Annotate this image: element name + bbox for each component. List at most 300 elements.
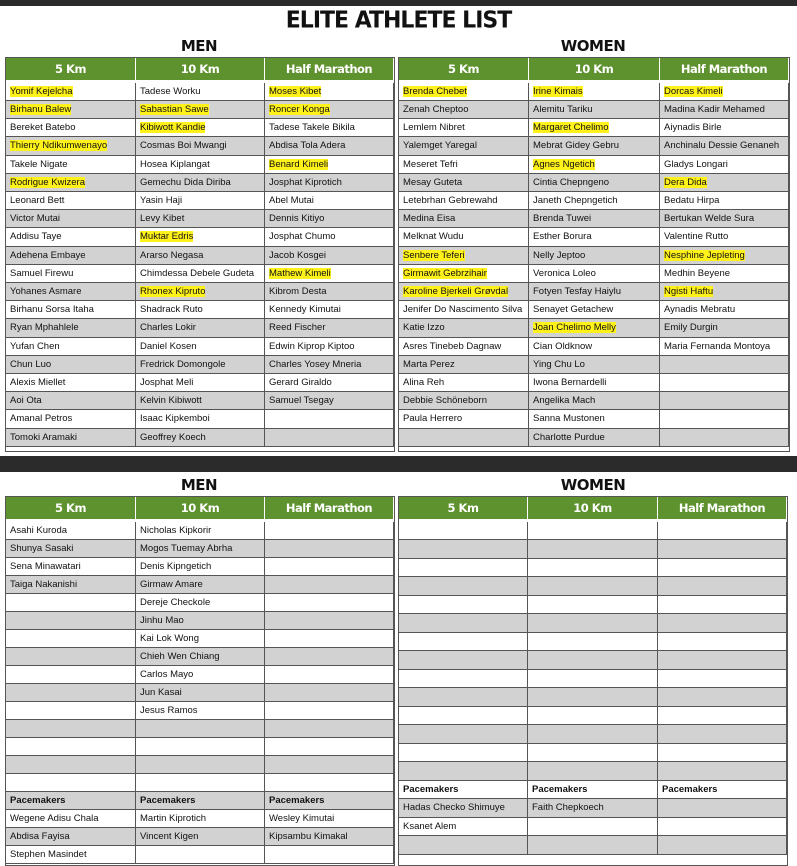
athlete-name [528,707,658,726]
athlete-name [6,283,136,301]
column-header: Half Marathon [265,497,394,519]
athlete-name [399,614,528,633]
athlete-name [136,410,265,428]
athlete-name [136,702,265,720]
athlete-name [529,265,660,283]
athlete-name [136,228,265,246]
table-row [6,356,394,374]
athlete-name [528,762,658,781]
column-header: 5 Km [399,497,528,519]
table-row [6,83,394,101]
athlete-name [660,137,789,155]
athlete-name [265,210,394,228]
athlete-text: Takele Nigate [10,158,68,170]
athlete-name [660,283,789,301]
athlete-name [265,738,394,756]
athlete-name [265,319,394,337]
athlete-name [136,119,265,137]
athlete-name [399,265,529,283]
athlete-text: Carlos Mayo [140,669,194,680]
table-row [6,846,394,864]
highlighted-athlete: Dorcas Kimeli [664,86,723,97]
athlete-text: Chun Luo [10,358,52,370]
athlete-name [658,651,787,670]
athlete-name [528,836,658,855]
athlete-text: Aoi Ota [10,395,42,407]
table-row [6,540,394,558]
top-men-table [5,57,395,452]
athlete-name [399,540,528,559]
athlete-name [6,594,136,612]
athlete-text: Alemitu Tariku [533,104,593,116]
athlete-name [658,744,787,763]
table-row [399,101,789,119]
highlighted-athlete: Rhonex Kipruto [140,286,206,298]
athlete-name [6,429,136,447]
athlete-text: Isaac Kipkemboi [140,413,210,425]
athlete-name [528,559,658,578]
athlete-name [6,174,136,192]
athlete-name [6,319,136,337]
highlighted-athlete: Ngisti Haftu [664,286,714,298]
athlete-text: Fotyen Tesfay Haiylu [533,286,622,298]
table-row [399,83,789,101]
athlete-name [136,612,265,630]
table-row [6,612,394,630]
athlete-name [265,522,394,540]
table-row [6,702,394,720]
athlete-name [6,540,136,558]
athlete-name [136,720,265,738]
athlete-text: Ryan Mphahlele [10,322,79,334]
athlete-name [6,228,136,246]
athlete-name [399,301,529,319]
athlete-text: Kai Lok Wong [140,633,199,644]
athlete-text: Charles Lokir [140,322,196,334]
table-row [399,818,787,837]
athlete-name [6,684,136,702]
athlete-name [6,828,136,846]
athlete-name [265,101,394,119]
athlete-text: Abdisa Fayisa [10,831,70,842]
athlete-text: Nicholas Kipkorir [140,525,212,536]
athlete-text: Nelly Jeptoo [533,249,586,261]
athlete-name [136,684,265,702]
table-row [399,410,789,428]
athlete-text: Kipsambu Kimakal [269,831,348,842]
athlete-text: Wegene Adisu Chala [10,813,99,824]
table-row [6,247,394,265]
table-row [6,301,394,319]
athlete-text: Senayet Getachew [533,304,614,316]
athlete-name [136,192,265,210]
athlete-name [265,540,394,558]
table-row [399,265,789,283]
athlete-name [528,818,658,837]
highlighted-athlete: Thierry Ndikumwenayo [10,140,108,152]
athlete-name [265,702,394,720]
athlete-name [399,670,528,689]
athlete-name [265,810,394,828]
table-row [399,119,789,137]
table-row [399,725,787,744]
highlighted-athlete: Roncer Konga [269,104,330,116]
athlete-text: Letebrhan Gebrewahd [403,195,498,207]
table-row [6,594,394,612]
highlighted-athlete: Margaret Chelimo [533,122,609,134]
athlete-name [658,522,787,540]
athlete-name [136,558,265,576]
athlete-text: Faith Chepkoech [532,802,604,814]
athlete-name [6,101,136,119]
athlete-text: Yalemget Yaregal [403,140,477,152]
column-header: 5 Km [6,497,136,519]
athlete-name [136,265,265,283]
athlete-name [6,83,136,101]
athlete-name [399,818,528,837]
table-row [399,301,789,319]
athlete-name [658,633,787,652]
athlete-name [529,83,660,101]
athlete-text: Dennis Kitiyo [269,213,325,225]
athlete-name [136,429,265,447]
athlete-text: Mogos Tuemay Abrha [140,543,233,554]
athlete-name [399,688,528,707]
athlete-text: Brenda Tuwei [533,213,592,225]
table-row [6,101,394,119]
athlete-text: Madina Kadir Mehamed [664,104,765,116]
athlete-name [6,356,136,374]
athlete-name [528,799,658,818]
athlete-name [529,228,660,246]
table-row [6,756,394,774]
table-row [399,540,787,559]
table-header [399,497,787,519]
athlete-name [399,101,529,119]
table-row [399,633,787,652]
pacemakers-label [265,792,394,810]
athlete-text: Shunya Sasaki [10,543,74,554]
table-row [6,228,394,246]
table-row [6,283,394,301]
athlete-name [529,247,660,265]
athlete-name [399,192,529,210]
athlete-text: Chieh Wen Chiang [140,651,220,662]
athlete-text: Anchinalu Dessie Genaneh [664,140,780,152]
table-row [399,374,789,392]
athlete-name [265,156,394,174]
table-row [6,828,394,846]
athlete-name [660,301,789,319]
athlete-name [6,374,136,392]
athlete-name [6,810,136,828]
highlighted-athlete: Sabastian Sawe [140,104,209,116]
athlete-name [136,522,265,540]
athlete-text: Asres Tinebeb Dagnaw [403,340,502,352]
athlete-text: Bedatu Hirpa [664,195,720,207]
athlete-name [136,210,265,228]
athlete-text: Samuel Tsegay [269,395,334,407]
athlete-text: Tadese Takele Bikila [269,122,355,134]
athlete-text: Kennedy Kimutai [269,304,341,316]
athlete-name [658,540,787,559]
athlete-text: Mesay Guteta [403,176,463,188]
athlete-text: Wesley Kimutai [269,813,335,824]
athlete-text: Charles Yosey Mneria [269,358,362,370]
table-row [399,283,789,301]
athlete-name [399,762,528,781]
pacemakers-label [399,781,528,800]
athlete-text: Addisu Taye [10,231,62,243]
athlete-name [136,83,265,101]
athlete-text: Veronica Loleo [533,267,596,279]
athlete-name [399,633,528,652]
athlete-text: Edwin Kiprop Kiptoo [269,340,355,352]
athlete-text: Cosmas Boi Mwangi [140,140,227,152]
athlete-name [6,410,136,428]
athlete-name [529,338,660,356]
athlete-text: Medhin Beyene [664,267,731,279]
table-row [399,577,787,596]
table-row [399,762,787,781]
athlete-name [399,374,529,392]
athlete-name [265,774,394,792]
athlete-name [658,707,787,726]
table-header [6,497,394,519]
athlete-name [265,429,394,447]
table-row [399,799,787,818]
athlete-name [399,410,529,428]
athlete-text: Shadrack Ruto [140,304,203,316]
athlete-text: Pacemakers [140,795,196,806]
table-row [399,596,787,615]
athlete-name [265,612,394,630]
athlete-name [265,137,394,155]
athlete-name [265,720,394,738]
table-row [399,174,789,192]
athlete-name [265,247,394,265]
athlete-text: Maria Fernanda Montoya [664,340,771,352]
bottom-men-table [5,496,395,866]
athlete-name [6,846,136,864]
table-row [399,392,789,410]
highlighted-athlete: Moses Kibet [269,86,322,97]
athlete-name [529,156,660,174]
athlete-text: Abel Mutai [269,195,314,207]
athlete-name [660,101,789,119]
table-row [6,792,394,810]
athlete-name [136,774,265,792]
highlighted-athlete: Birhanu Balew [10,104,72,116]
athlete-name [265,228,394,246]
highlighted-athlete: Joan Chelimo Melly [533,322,616,334]
athlete-name [6,702,136,720]
athlete-text: Lemlem Nibret [403,122,465,134]
table-row [6,210,394,228]
athlete-name [660,83,789,101]
athlete-name [399,210,529,228]
athlete-name [6,392,136,410]
athlete-name [265,684,394,702]
athlete-text: Dereje Checkole [140,597,211,608]
athlete-text: Jacob Kosgei [269,249,327,261]
table-row [399,614,787,633]
athlete-text: Asahi Kuroda [10,525,68,536]
athlete-name [265,594,394,612]
table-row [399,781,787,800]
athlete-name [265,648,394,666]
top-women-table [398,57,790,452]
athlete-name [528,540,658,559]
athlete-text: Mebrat Gidey Gebru [533,140,620,152]
athlete-name [136,156,265,174]
table-row [6,666,394,684]
athlete-name [399,174,529,192]
athlete-name [6,247,136,265]
bottom-men-heading: MEN [180,476,218,494]
athlete-name [399,137,529,155]
athlete-name [399,725,528,744]
athlete-text: Pacemakers [403,783,459,795]
athlete-text: Amanal Petros [10,413,73,425]
athlete-text: Victor Mutai [10,213,60,225]
athlete-text: Medina Eisa [403,213,456,225]
athlete-name [265,338,394,356]
athlete-name [529,137,660,155]
athlete-text: Tadese Worku [140,86,201,97]
athlete-text: Pacemakers [662,783,718,795]
athlete-text: Esther Borura [533,231,592,243]
athlete-name [6,774,136,792]
athlete-name [658,799,787,818]
athlete-name [265,283,394,301]
athlete-text: Girmaw Amare [140,579,203,590]
athlete-name [660,338,789,356]
athlete-text: Valentine Rutto [664,231,729,243]
athlete-text: Paula Herrero [403,413,463,425]
athlete-text: Josphat Chumo [269,231,336,243]
athlete-text: Sena Minawatari [10,561,81,572]
highlighted-athlete: Irine Kimais [533,86,583,97]
athlete-name [265,558,394,576]
athlete-name [136,828,265,846]
athlete-name [399,707,528,726]
athlete-name [529,392,660,410]
athlete-name [660,265,789,283]
top-women-heading: WOMEN [560,37,626,55]
table-row [399,522,787,540]
athlete-text: Sanna Mustonen [533,413,605,425]
athlete-name [136,810,265,828]
athlete-name [529,210,660,228]
athlete-text: Aynadis Mebratu [664,304,736,316]
athlete-text: Reed Fischer [269,322,326,334]
athlete-name [529,301,660,319]
athlete-text: Adehena Embaye [10,249,86,261]
athlete-name [528,725,658,744]
table-row [6,156,394,174]
athlete-name [136,738,265,756]
column-header: 5 Km [6,58,136,80]
athlete-name [528,744,658,763]
athlete-name [136,338,265,356]
athlete-text: Yohanes Asmare [10,286,82,298]
athlete-name [136,247,265,265]
athlete-name [6,648,136,666]
athlete-name [658,670,787,689]
athlete-name [265,846,394,864]
athlete-text: Stephen Masindet [10,849,87,860]
highlighted-athlete: Karoline Bjerkeli Grøvdal [403,286,509,298]
table-row [399,559,787,578]
athlete-name [265,666,394,684]
pacemakers-label [136,792,265,810]
athlete-name [399,156,529,174]
table-row [6,429,394,447]
athlete-text: Cian Oldknow [533,340,593,352]
athlete-text: Jesus Ramos [140,705,198,716]
table-row [6,119,394,137]
athlete-text: Aiynadis Birle [664,122,722,134]
athlete-name [265,119,394,137]
highlighted-athlete: Yomif Kejelcha [10,86,73,97]
athlete-name [6,576,136,594]
athlete-text: Pacemakers [532,783,588,795]
athlete-name [6,738,136,756]
athlete-text: Leonard Bett [10,195,65,207]
highlighted-athlete: Benard Kimeli [269,158,329,170]
table-row [6,684,394,702]
athlete-name [529,174,660,192]
athlete-name [528,577,658,596]
table-row [399,137,789,155]
athlete-name [528,688,658,707]
athlete-name [660,356,789,374]
athlete-name [265,576,394,594]
athlete-name [660,392,789,410]
table-row [6,410,394,428]
highlighted-athlete: Dera Dida [664,176,707,188]
athlete-name [399,799,528,818]
table-row [6,374,394,392]
highlighted-athlete: Kibiwott Kandie [140,122,206,134]
table-row [6,522,394,540]
column-header: Half Marathon [660,58,789,80]
athlete-name [660,374,789,392]
column-header: 10 Km [528,497,658,519]
athlete-text: Gemechu Dida Diriba [140,176,231,188]
athlete-name [136,174,265,192]
athlete-name [529,119,660,137]
athlete-text: Bertukan Welde Sura [664,213,755,225]
athlete-name [528,670,658,689]
athlete-name [6,522,136,540]
athlete-name [265,828,394,846]
athlete-name [528,651,658,670]
athlete-name [136,630,265,648]
highlighted-athlete: Muktar Edris [140,231,194,243]
athlete-name [6,338,136,356]
athlete-name [399,319,529,337]
athlete-name [529,356,660,374]
page-title: ELITE ATHLETE LIST [285,7,512,34]
athlete-name [6,192,136,210]
pacemakers-label [658,781,787,800]
athlete-name [658,688,787,707]
athlete-text: Meseret Tefri [403,158,458,170]
athlete-text: Alexis Miellet [10,377,66,389]
athlete-text: Janeth Chepngetich [533,195,618,207]
